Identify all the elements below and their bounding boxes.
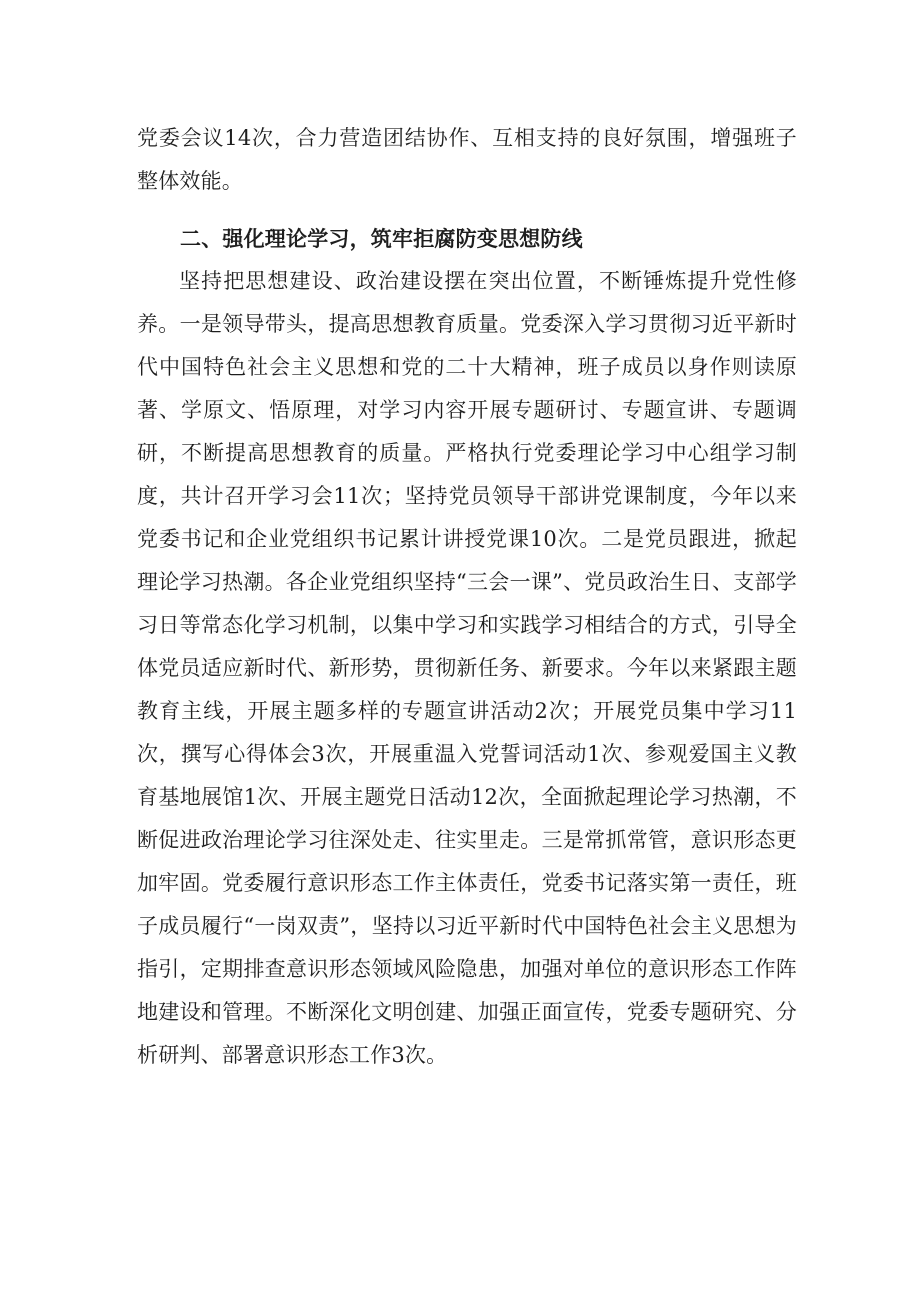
continuation-paragraph: 党委会议14次，合力营造团结协作、互相支持的良好氛围，增强班子整体效能。 (137, 126, 797, 193)
section-heading: 二、强化理论学习，筑牢拒腐防变思想防线 (180, 226, 583, 251)
body-paragraph: 坚持把思想建设、政治建设摆在突出位置，不断锤炼提升党性修养。一是领导带头，提高思想教育质量。党委深入学习贯彻习近平新时代中国特色社会主义思想和党的二十大精神，班子成员以身作则读原著、学原文、悟原理，对学习内容开展专题研讨、专题宣讲、专题调研，不断提高思想教育的质量。严格执行党委理论学习中心组学习制度，共计召开学习会11次；坚持党员领导干部讲党课制度，今年以来党委书记和企业党组织书记累计讲授党课10次。二是党员跟进，掀起理论学习热潮。各企业党组织坚持“三会一课”、党员政治生日、支部学习日等常态化学习机制，以集中学习和实践学习相结合的方式，引导全体党员适应新时代、新形势，贯彻新任务、新要求。今年以来紧跟主题教育主线，开展主题多样的专题宣讲活动2次；开展党员集中学习11次，撰写心得体会3次，开展重温入党誓词活动1次、参观爱国主义教育基地展馆1次、开展主题党日活动12次，全面掀起理论学习热潮，不断促进政治理论学习往深处走、往实里走。三是常抓常管，意识形态更加牢固。党委履行意识形态工作主体责任，党委书记落实第一责任，班子成员履行“一岗双责”，坚持以习近平新时代中国特色社会主义思想为指引，定期排查意识形态领域风险隐患，加强对单位的意识形态工作阵地建设和管理。不断深化文明创建、加强正面宣传，党委专题研究、分析研判、部署意识形态工作3次。 (137, 269, 797, 1067)
